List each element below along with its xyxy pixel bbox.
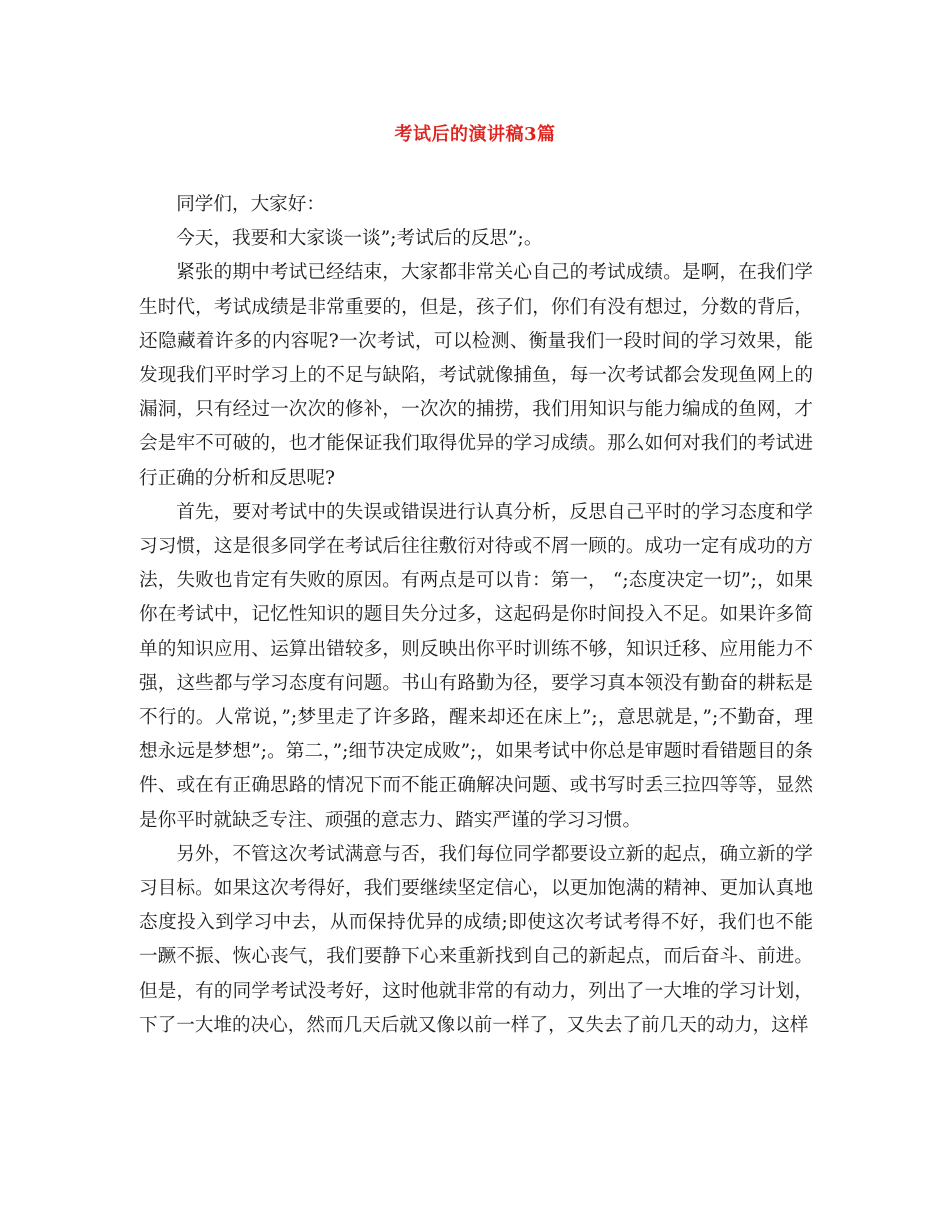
paragraph-body: 首先，要对考试中的失误或错误进行认真分析，反思自己平时的学习态度和学习习惯，这是很多同学在考试后往往敷衍对待或不屑一顾的。成功一定有成功的方法，失败也肯定有失败的原因。有两点是可以肯：第一， “;态度决定一切”;，如果你在考试中，记忆性知识的题目失分过多，这起码是你时间投入不足。如果许多简单的知识应用、运算出错较多，则反映出你平时训练不够，知识迁移、应用能力不强，这些都与学习态度有问题。书山有路勤为径，要学习真本领没有勤奋的耕耘是不行的。人常说，”;梦里走了许多路，醒来却还在床上”;，意思就是，”;不勤奋，理想永远是梦想”;。第二，”;细节决定成败”;，如果考试中你总是审题时看错题目的条件、或在有正确思路的情况下而不能正确解决问题、或书写时丢三拉四等等，显然是你平时就缺乏专注、顽强的意志力、踏实严谨的学习习惯。 bbox=[139, 501, 813, 831]
document-title: 考试后的演讲稿3篇 bbox=[394, 124, 556, 145]
paragraph-body: 紧张的期中考试已经结束，大家都非常关心自己的考试成绩。是啊，在我们学生时代，考试成绩是非常重要的，但是，孩子们，你们有没有想过，分数的背后，还隐藏着许多的内容呢?一次考试，可以检测、衡量我们一段时间的学习效果，能发现我们平时学习上的不足与缺陷，考试就像捕鱼，每一次考试都会发现鱼网上的漏洞，只有经过一次次的修补，一次次的捕捞，我们用知识与能力编成的鱼网，才会是牢不可破的，也才能保证我们取得优异的学习成绩。那么如何对我们的考试进行正确的分析和反思呢? bbox=[139, 262, 813, 489]
paragraph-intro: 今天，我要和大家谈一谈”;考试后的反思”;。 bbox=[176, 228, 543, 250]
paragraph-greeting: 同学们，大家好： bbox=[176, 194, 325, 215]
document-body bbox=[139, 188, 813, 1043]
paragraph-body: 另外，不管这次考试满意与否，我们每位同学都要设立新的起点，确立新的学习目标。如果这次考得好，我们要继续坚定信心，以更加饱满的精神、更加认真地态度投入到学习中去，从而保持优异的成绩;即使这次考试考得不好，我们也不能一蹶不振、恢心丧气，我们要静下心来重新找到自己的新起点，而后奋斗、前进。但是，有的同学考试没考好，这时他就非常的有动力，列出了一大堆的学习计划，下了一大堆的决心，然而几天后就又像以前一样了，又失去了前几天的动力，这样 bbox=[139, 843, 813, 1036]
